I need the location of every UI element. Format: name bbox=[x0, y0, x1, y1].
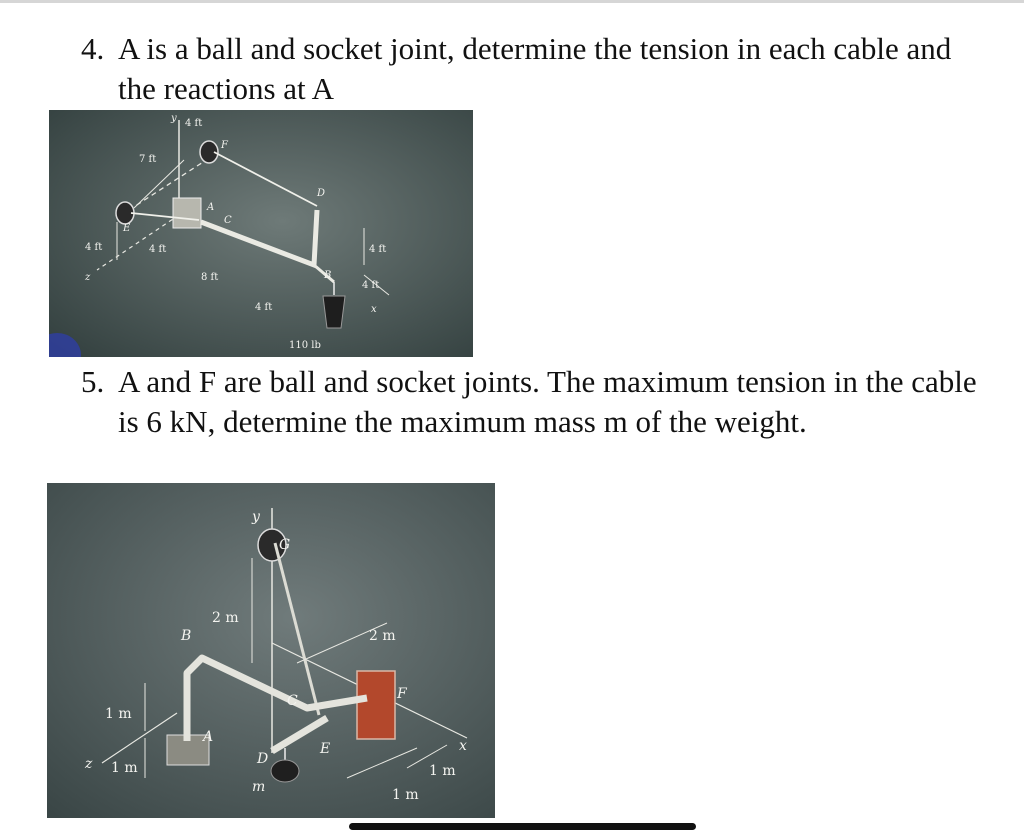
axis-label-z: z bbox=[85, 272, 91, 283]
point-label-b: B bbox=[181, 628, 192, 644]
point-label-d: D bbox=[257, 751, 269, 767]
point-label-e: E bbox=[123, 223, 131, 234]
home-indicator-bar[interactable] bbox=[349, 823, 696, 830]
dim-label-left-upper-1m: 1 m bbox=[105, 706, 132, 722]
point-label-f: F bbox=[397, 686, 407, 702]
dim-label-top: 4 ft bbox=[185, 118, 203, 129]
point-label-e: E bbox=[320, 741, 331, 757]
axis-label-x: x bbox=[371, 304, 377, 315]
point-label-c: C bbox=[224, 215, 232, 226]
problem-5-statement bbox=[81, 362, 981, 442]
dim-label-base-4ft: 4 ft bbox=[149, 244, 167, 255]
dim-label-right-4ft: 4 ft bbox=[369, 244, 387, 255]
problem-4-diagram bbox=[49, 110, 473, 357]
problem-4-number: 4. bbox=[81, 31, 105, 66]
dim-label-left-4ft: 4 ft bbox=[85, 242, 103, 253]
load-label: 110 lb bbox=[289, 340, 321, 351]
dim-label-height-2m: 2 m bbox=[212, 610, 239, 626]
problem-5-text: A and F are ball and socket joints. The maximum tension in the cable is 6 kN, determine the maximum mass m of the weight. bbox=[118, 364, 977, 439]
weight-110lb bbox=[323, 296, 345, 328]
problem-5-number: 5. bbox=[81, 364, 105, 399]
socket-block-f bbox=[357, 671, 395, 739]
point-label-a: A bbox=[207, 202, 215, 213]
dim-label-7ft: 7 ft bbox=[139, 154, 157, 165]
dim-label-end-4ft: 4 ft bbox=[255, 302, 273, 313]
point-label-c: C bbox=[287, 693, 298, 709]
dim-label-offset-4ft: 4 ft bbox=[362, 280, 380, 291]
dim-label-8ft: 8 ft bbox=[201, 272, 219, 283]
axis-label-y: y bbox=[171, 113, 177, 124]
top-divider bbox=[0, 0, 1024, 3]
axis-label-x: x bbox=[459, 738, 467, 754]
point-label-g: G bbox=[279, 537, 291, 553]
axis-label-y: y bbox=[252, 509, 260, 525]
problem-4-statement bbox=[81, 29, 961, 109]
dim-label-base-1m: 1 m bbox=[392, 787, 419, 803]
point-label-f: F bbox=[221, 140, 228, 151]
point-label-b: B bbox=[324, 270, 332, 281]
figure-background bbox=[49, 110, 473, 357]
mass-label: m bbox=[252, 779, 266, 795]
problem-4-text: A is a ball and socket joint, determine the tension in each cable and the reactions at A bbox=[118, 31, 952, 106]
problem-5-diagram bbox=[47, 483, 495, 818]
dim-label-top-right-2m: 2 m bbox=[369, 628, 396, 644]
point-label-a: A bbox=[203, 729, 214, 745]
weight-m bbox=[271, 760, 299, 782]
socket-block-a bbox=[173, 198, 201, 228]
axis-label-z: z bbox=[85, 756, 93, 772]
point-label-d: D bbox=[317, 188, 326, 199]
problem-5-figure bbox=[47, 483, 495, 818]
problem-4-figure bbox=[49, 110, 473, 357]
dim-label-left-lower-1m: 1 m bbox=[111, 760, 138, 776]
dim-label-right-lower-1m: 1 m bbox=[429, 763, 456, 779]
